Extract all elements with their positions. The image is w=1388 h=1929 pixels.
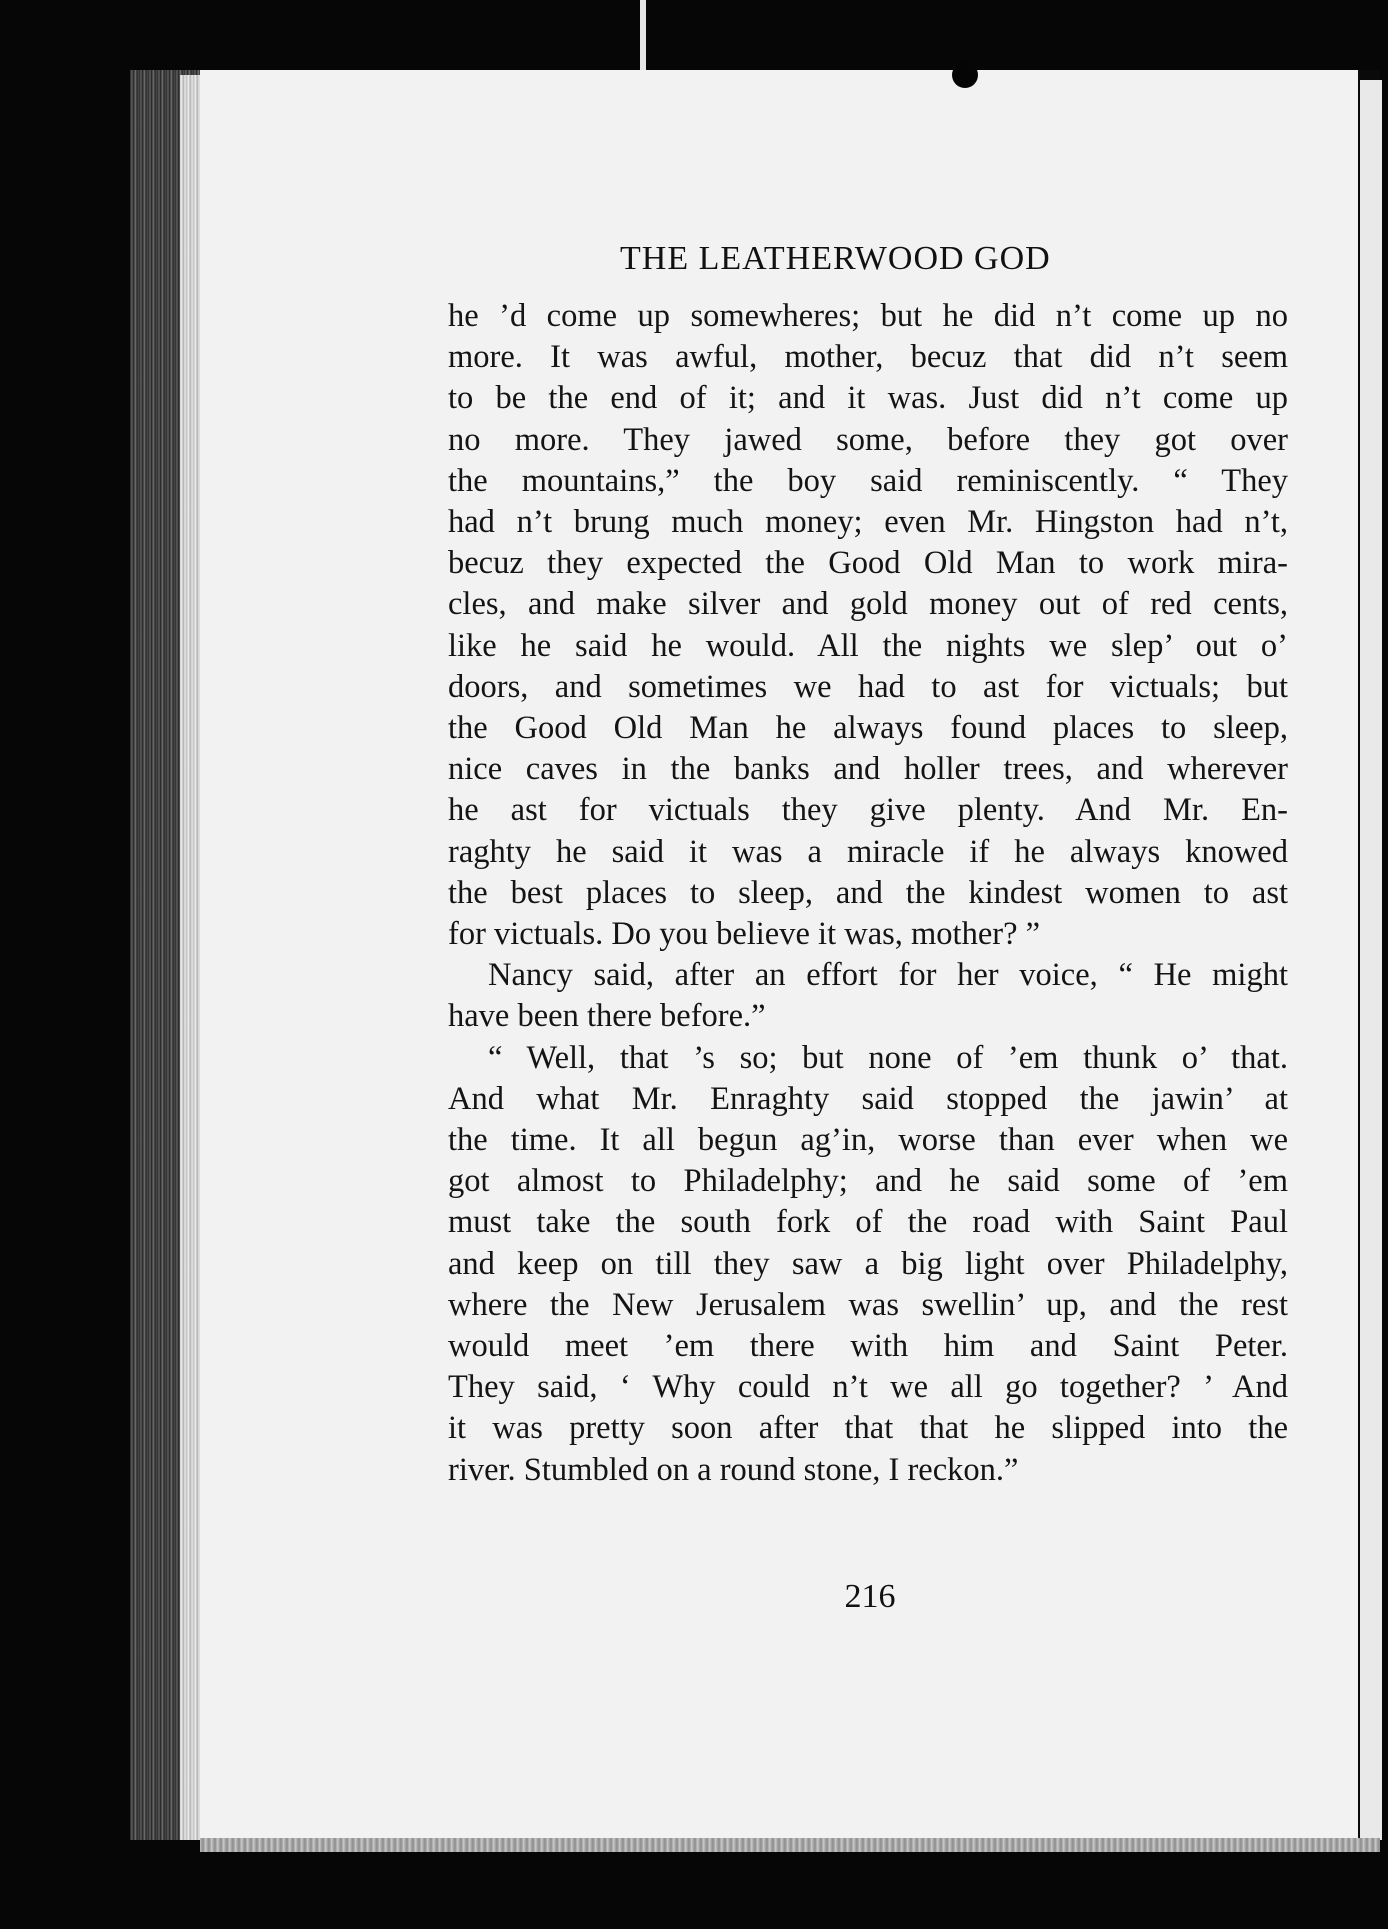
text-line: where the New Jerusalem was swellin’ up, and the rest xyxy=(448,1286,1288,1323)
text-line: and keep on till they saw a big light over Philadelphy, xyxy=(448,1245,1288,1282)
text-line: he ast for victuals they give plenty. And Mr. En- xyxy=(448,792,1288,829)
running-head: THE LEATHERWOOD GOD xyxy=(620,240,1051,277)
text-line: had n’t brung much money; even Mr. Hingston had n’t, xyxy=(448,504,1288,541)
text-line: to be the end of it; and it was. Just did n’t come up xyxy=(448,380,1288,417)
text-line: Nancy said, after an effort for her voice, “ He might xyxy=(488,957,1288,994)
scan-blot xyxy=(952,62,978,88)
text-line: the best places to sleep, and the kindest women to ast xyxy=(448,874,1288,911)
next-page-sliver xyxy=(1360,80,1382,1840)
text-line: he ’d come up somewheres; but he did n’t come up no xyxy=(448,298,1288,334)
text-line: raghty he said it was a miracle if he always knowed xyxy=(448,833,1288,870)
text-line: They said, ‘ Why could n’t we all go together? ’ And xyxy=(448,1369,1288,1406)
text-line: doors, and sometimes we had to ast for victuals; but xyxy=(448,668,1288,705)
text-line: the mountains,” the boy said reminiscently. “ They xyxy=(448,462,1288,499)
text-line: nice caves in the banks and holler trees, and wherever xyxy=(448,751,1288,788)
body-text xyxy=(448,296,1288,1491)
text-line: have been there before.” xyxy=(448,998,766,1035)
text-line: got almost to Philadelphy; and he said some of ’em xyxy=(448,1163,1288,1200)
text-line: cles, and make silver and gold money out of red cents, xyxy=(448,586,1288,623)
text-line: no more. They jawed some, before they got over xyxy=(448,421,1288,458)
text-line: like he said he would. All the nights we slep’ out o’ xyxy=(448,627,1288,664)
text-line: river. Stumbled on a round stone, I reckon.” xyxy=(448,1451,1019,1488)
text-line: the Good Old Man he always found places to sleep, xyxy=(448,710,1288,747)
text-line: more. It was awful, mother, becuz that did n’t seem xyxy=(448,339,1288,376)
scan-artifact-top xyxy=(640,0,646,70)
text-line: And what Mr. Enraghty said stopped the jawin’ at xyxy=(448,1080,1288,1117)
text-line: must take the south fork of the road with Saint Paul xyxy=(448,1204,1288,1241)
text-line: it was pretty soon after that that he slipped into the xyxy=(448,1410,1288,1447)
text-line: would meet ’em there with him and Saint Peter. xyxy=(448,1328,1288,1365)
page-number: 216 xyxy=(844,1578,896,1615)
page-edges-bottom xyxy=(200,1838,1380,1852)
text-line: for victuals. Do you believe it was, mother? ” xyxy=(448,916,1041,953)
text-line: “ Well, that ’s so; but none of ’em thunk o’ that. xyxy=(488,1039,1288,1076)
page-edges-left xyxy=(180,75,202,1840)
text-line: the time. It all begun ag’in, worse than ever when we xyxy=(448,1122,1288,1159)
text-line: becuz they expected the Good Old Man to work mira- xyxy=(448,545,1288,582)
